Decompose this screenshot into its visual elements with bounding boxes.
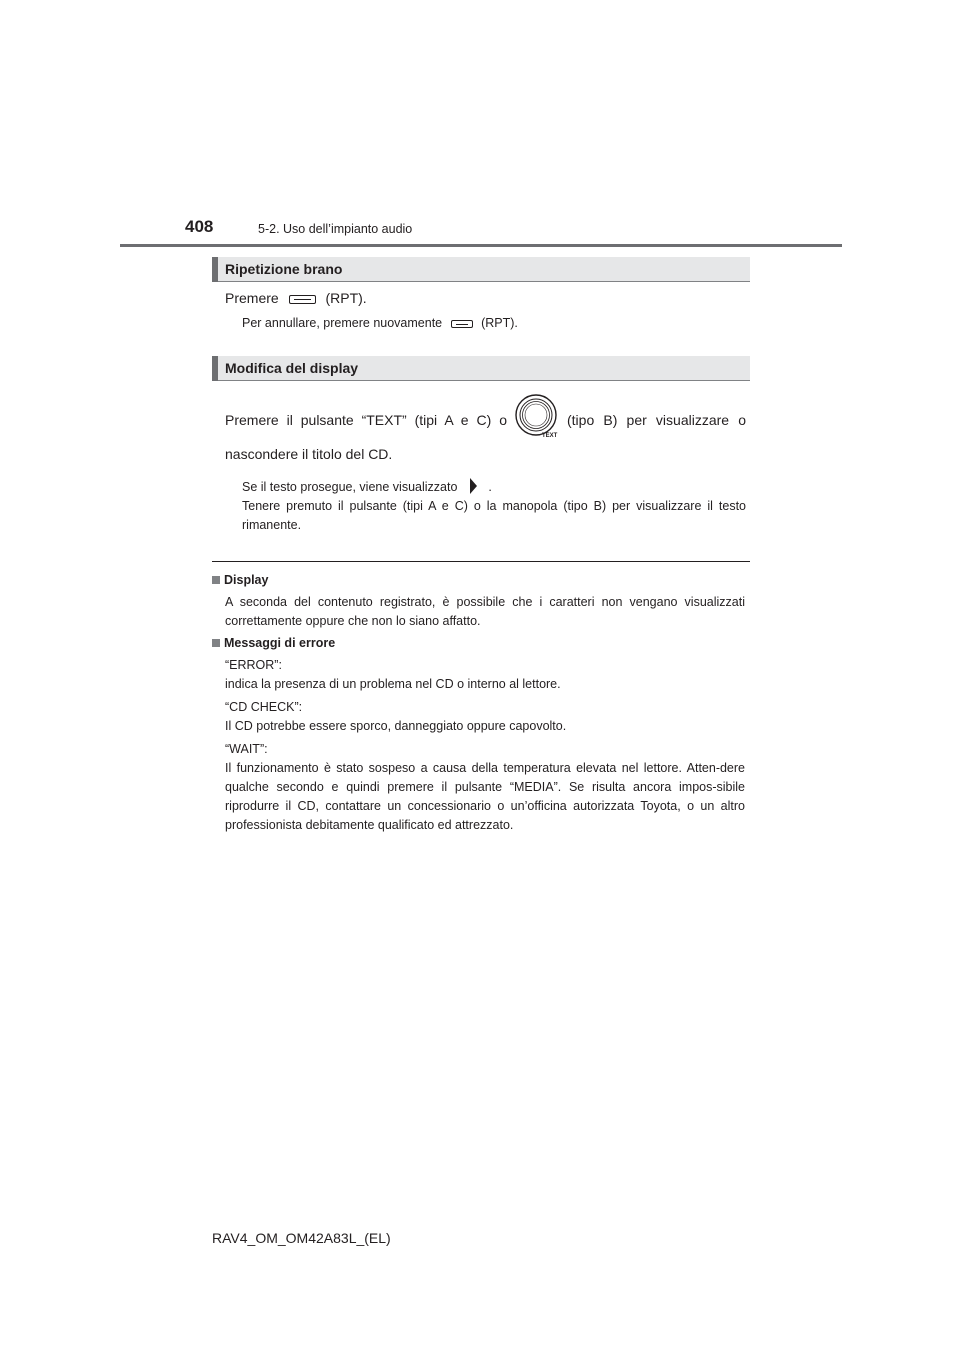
- display-line2: nascondere il titolo del CD.: [225, 446, 393, 462]
- display-line1-prefix: Premere il pulsante “TEXT” (tipi A e C) o: [225, 412, 507, 428]
- section-heading-bar: [212, 257, 218, 282]
- arrow-right-icon: [463, 478, 483, 494]
- note-heading-display: [212, 573, 268, 587]
- display-continue-suffix: .: [488, 480, 492, 494]
- header-rule: [120, 244, 842, 247]
- note-heading-text: Display: [224, 573, 269, 587]
- page-number: 408: [185, 217, 214, 236]
- error-text-wait: Il funzionamento è stato sospeso a causa della temperatura elevata nel lettore. Atten-dere qualche secondo e quindi premere il pulsante “MEDIA”. Se risulta ancora impos-sibile riprodurre il CD, contattare un concessionario o un’officina autorizzata Toyota, o un altro professionista debitamente qualificato ed attrezzato.: [225, 761, 745, 832]
- note-heading-errors: [212, 636, 335, 650]
- section-heading-title: Modifica del display: [225, 360, 359, 376]
- preset-button-icon: [289, 295, 316, 304]
- section-heading-title: Ripetizione brano: [225, 261, 343, 277]
- repeat-cancel-prefix: Per annullare, premere nuovamente: [242, 316, 443, 330]
- display-continue-note: [242, 478, 492, 494]
- section-label: 5-2. Uso dell’impianto audio: [258, 222, 413, 236]
- knob-label: TEXT: [542, 433, 558, 439]
- display-line1-suffix: (tipo B) per visualizzare o: [567, 412, 746, 428]
- repeat-cancel-suffix: (RPT).: [481, 316, 518, 330]
- display-hold-note: Tenere premuto il pulsante (tipi A e C) o la manopola (tipo B) per visualizzare il testo rimanente.: [242, 499, 746, 532]
- error-code-wait: “WAIT”:: [225, 742, 268, 756]
- repeat-instruction: [225, 290, 367, 306]
- notes-divider: [212, 561, 750, 562]
- square-bullet-icon: [212, 576, 220, 584]
- error-code-cd-check: “CD CHECK”:: [225, 700, 303, 714]
- note-display-text: A seconda del contenuto registrato, è possibile che i caratteri non vengano visualizzati correttamente oppure che non lo siano affatto.: [225, 595, 745, 628]
- repeat-cancel: [242, 316, 518, 330]
- preset-button-icon: [451, 320, 473, 328]
- footer-document-code: RAV4_OM_OM42A83L_(EL): [212, 1230, 391, 1246]
- section-heading-display: [212, 356, 750, 381]
- error-code-error: “ERROR”:: [225, 658, 282, 672]
- error-text-cd-check: Il CD potrebbe essere sporco, danneggiato oppure capovolto.: [225, 719, 567, 733]
- note-heading-text: Messaggi di errore: [224, 636, 336, 650]
- section-heading-repeat: [212, 257, 750, 282]
- section-heading-bar: [212, 356, 218, 381]
- square-bullet-icon: [212, 639, 220, 647]
- display-continue-prefix: Se il testo prosegue, viene visualizzato: [242, 480, 458, 494]
- error-text-error: indica la presenza di un problema nel CD o interno al lettore.: [225, 677, 561, 691]
- repeat-instruction-prefix: Premere: [225, 290, 279, 306]
- repeat-instruction-suffix: (RPT).: [325, 290, 367, 306]
